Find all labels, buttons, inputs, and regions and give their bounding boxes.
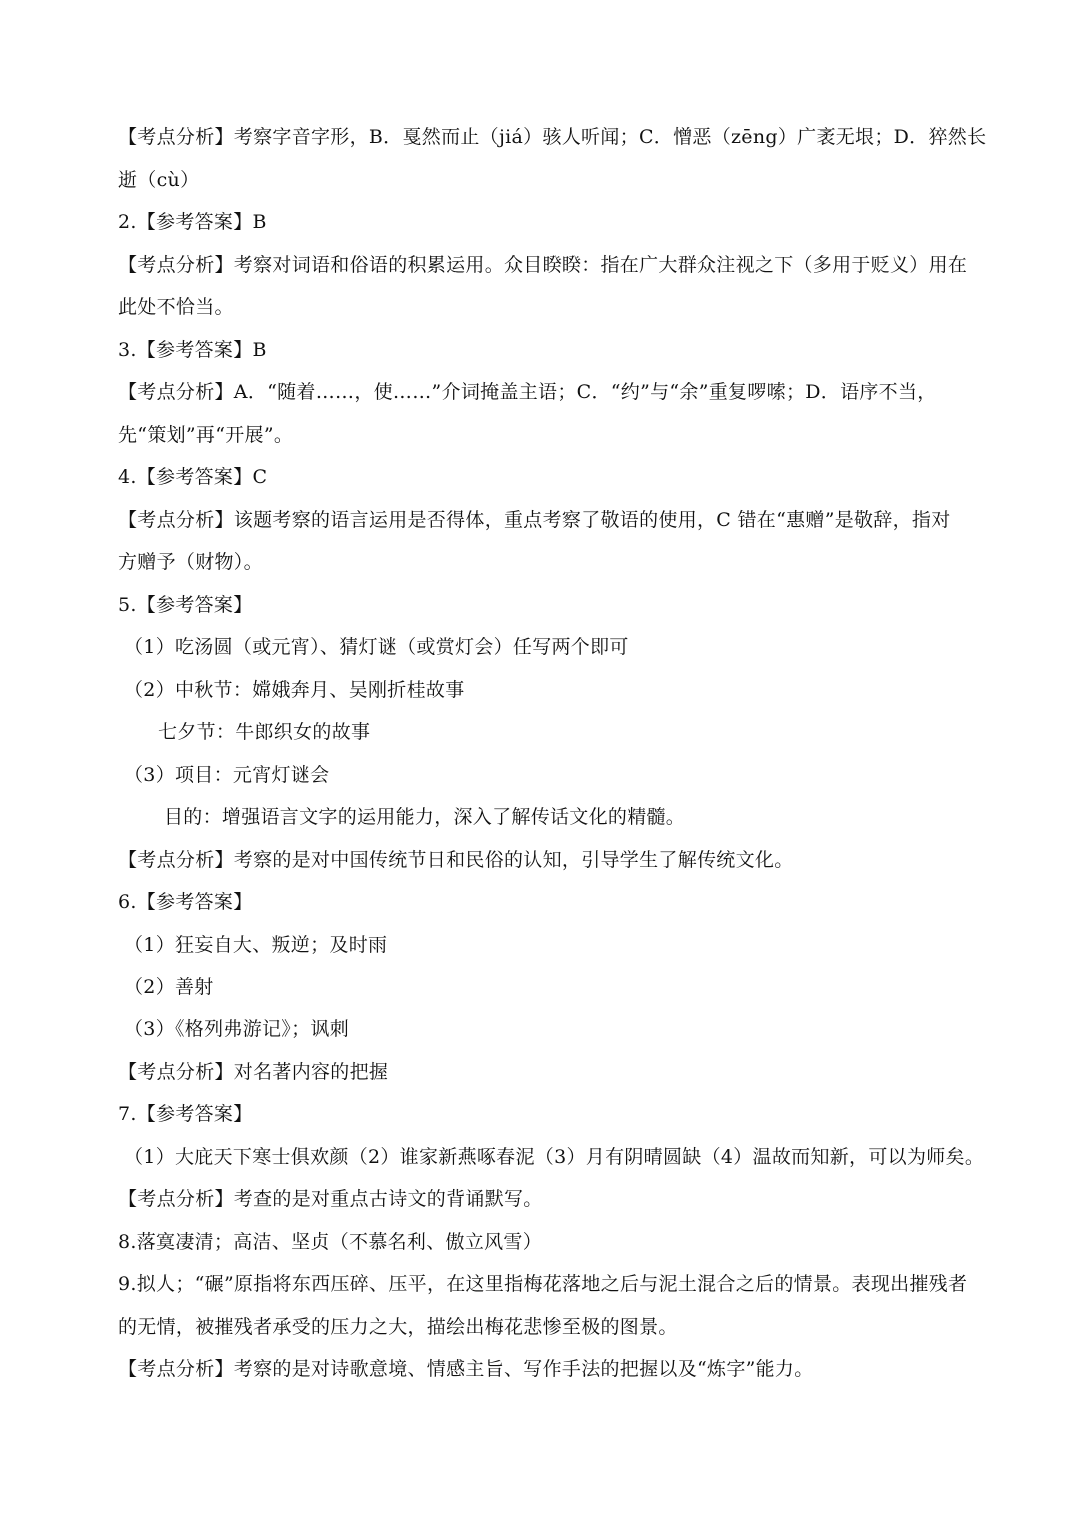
analysis-q1: 【考点分析】考察字音字形，B．戛然而止（jiá）骇人听闻；C．憎恶（zēng）广袤无垠；D．猝然长 xyxy=(118,126,987,148)
analysis-q4-cont: 方赠予（财物）。 xyxy=(118,551,263,573)
answer-q6-part3: （3）《格列弗游记》；讽刺 xyxy=(124,1018,349,1040)
analysis-q5: 【考点分析】考察的是对中国传统节日和民俗的认知，引导学生了解传统文化。 xyxy=(118,849,794,871)
analysis-q6: 【考点分析】对名著内容的把握 xyxy=(118,1061,389,1083)
answer-q5-part3: （3）项目：元宵灯谜会 xyxy=(124,764,330,786)
answer-q3: 3.【参考答案】B xyxy=(118,339,267,361)
answer-q5-part2: （2）中秋节：嫦娥奔月、吴刚折桂故事 xyxy=(124,679,465,701)
answer-q7-content: （1）大庇天下寒士俱欢颜（2）谁家新燕啄春泥（3）月有阴晴圆缺（4）温故而知新，可以为师矣。 xyxy=(124,1146,985,1168)
answer-q6: 6.【参考答案】 xyxy=(118,891,253,913)
answer-q5: 5.【参考答案】 xyxy=(118,594,253,616)
analysis-q3-cont: 先“策划”再“开展”。 xyxy=(118,424,294,446)
answer-q6-part2: （2）善射 xyxy=(124,976,214,998)
answer-q9: 9.拟人；“碾”原指将东西压碎、压平，在这里指梅花落地之后与泥土混合之后的情景。表现出摧残者 xyxy=(118,1273,968,1295)
answer-q2: 2.【参考答案】B xyxy=(118,211,267,233)
answer-q7: 7.【参考答案】 xyxy=(118,1103,253,1125)
answer-q4: 4.【参考答案】C xyxy=(118,466,268,488)
answer-q6-part1: （1）狂妄自大、叛逆；及时雨 xyxy=(124,934,388,956)
analysis-q7: 【考点分析】考查的是对重点古诗文的背诵默写。 xyxy=(118,1188,543,1210)
analysis-q2: 【考点分析】考察对词语和俗语的积累运用。众目睽睽：指在广大群众注视之下（多用于贬义）用在 xyxy=(118,254,968,276)
analysis-q9: 【考点分析】考察的是对诗歌意境、情感主旨、写作手法的把握以及“炼字”能力。 xyxy=(118,1358,814,1380)
analysis-q3: 【考点分析】A．“随着……，使……”介词掩盖主语；C．“约”与“余”重复啰嗦；D．语序不当， xyxy=(118,381,937,403)
answer-q9-cont: 的无情，被摧残者承受的压力之大，描绘出梅花悲惨至极的图景。 xyxy=(118,1316,678,1338)
analysis-q2-cont: 此处不恰当。 xyxy=(118,296,234,318)
answer-q5-part1: （1）吃汤圆（或元宵）、猜灯谜（或赏灯会）任写两个即可 xyxy=(124,636,629,658)
answer-q5-part2-cont: 七夕节：牛郎织女的故事 xyxy=(158,721,371,743)
answer-q5-part3-cont: 目的：增强语言文字的运用能力，深入了解传话文化的精髓。 xyxy=(164,806,686,828)
analysis-q1-cont: 逝（cù） xyxy=(118,169,200,191)
analysis-q4: 【考点分析】该题考察的语言运用是否得体，重点考察了敬语的使用，C 错在“惠赠”是敬辞，指对 xyxy=(118,509,951,531)
answer-q8: 8.落寞凄清；高洁、坚贞（不慕名利、傲立风雪） xyxy=(118,1231,543,1253)
